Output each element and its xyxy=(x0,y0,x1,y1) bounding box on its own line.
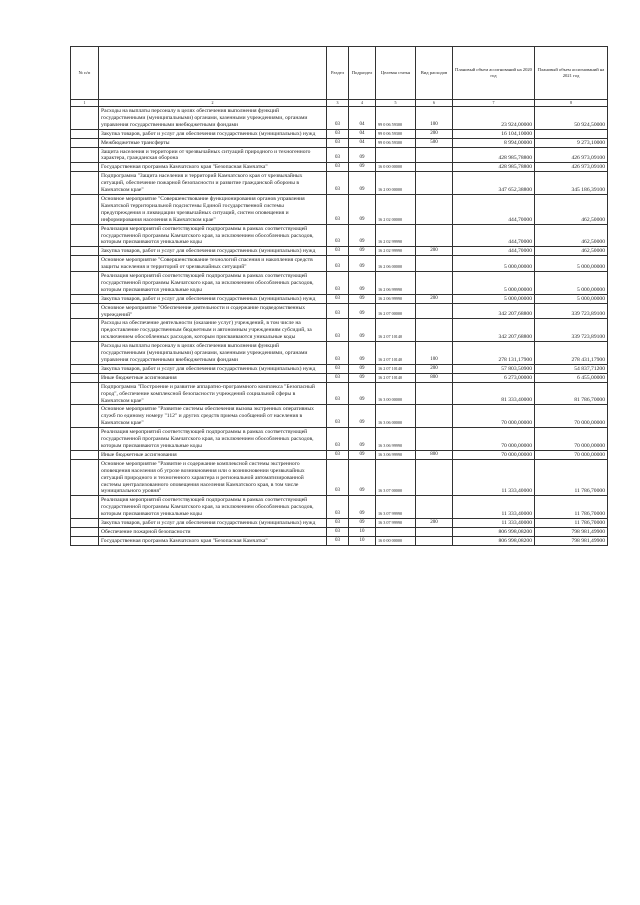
column-number: 1 xyxy=(71,100,99,107)
row-amount-2020: 347 652,38800 xyxy=(453,172,535,195)
column-number: 7 xyxy=(453,100,535,107)
row-amount-2020: 428 985,78800 xyxy=(453,163,535,172)
row-target: 16 3 07 00000 xyxy=(376,459,416,496)
row-target: 16 0 00 00000 xyxy=(376,163,416,172)
num-cell xyxy=(71,319,99,342)
row-name: Закупка товаров, работ и услуг для обеспечения государственных (муниципальных) нужд xyxy=(99,129,327,138)
row-expense-type: 800 xyxy=(416,450,453,459)
row-target: 16 2 07 10140 xyxy=(376,364,416,373)
row-section: 03 xyxy=(327,163,349,172)
col-header-subsection: Подраздел xyxy=(349,47,376,100)
table-row xyxy=(71,107,608,130)
row-section: 03 xyxy=(327,107,349,130)
row-subsection: 09 xyxy=(349,459,376,496)
col-header-section: Раздел xyxy=(327,47,349,100)
column-number: 8 xyxy=(535,100,608,107)
row-section: 03 xyxy=(327,138,349,147)
row-section: 03 xyxy=(327,496,349,519)
row-name: Обеспечение пожарной безопасности xyxy=(99,527,327,536)
row-amount-2021: 70 000,00000 xyxy=(535,405,608,428)
num-cell xyxy=(71,194,99,224)
row-target xyxy=(376,147,416,163)
num-cell xyxy=(71,272,99,295)
row-subsection: 09 xyxy=(349,147,376,163)
table-row xyxy=(71,224,608,247)
row-amount-2021: 798 981,49900 xyxy=(535,536,608,545)
row-amount-2021: 5 000,00000 xyxy=(535,294,608,303)
row-amount-2021: 345 186,39100 xyxy=(535,172,608,195)
row-subsection: 09 xyxy=(349,247,376,256)
row-section: 03 xyxy=(327,147,349,163)
row-expense-type: 200 xyxy=(416,364,453,373)
row-name: Иные бюджетные ассигнования xyxy=(99,373,327,382)
row-target: 16 2 02 99990 xyxy=(376,247,416,256)
row-name: Реализация мероприятий соответствующей подпрограммы в рамках соответствующей государственной программы Камчатского края, за исключением обособленных расходов, которым присваиваются уникальные коды xyxy=(99,428,327,451)
row-amount-2020: 11 333,40000 xyxy=(453,519,535,528)
header-row xyxy=(71,47,608,100)
table-row xyxy=(71,163,608,172)
row-expense-type: 100 xyxy=(416,342,453,365)
num-cell xyxy=(71,373,99,382)
row-section: 03 xyxy=(327,450,349,459)
row-subsection: 09 xyxy=(349,172,376,195)
table-body xyxy=(71,107,608,546)
column-number-row xyxy=(71,100,608,107)
row-section: 03 xyxy=(327,459,349,496)
row-target: 16 2 06 99990 xyxy=(376,294,416,303)
row-expense-type: 200 xyxy=(416,519,453,528)
row-name: Расходы на выплаты персоналу в целях обеспечения выполнения функций государственными (муниципальными) органами, казенными учреждениями, органами управления государственными внебюджетными фондами xyxy=(99,107,327,130)
row-section: 03 xyxy=(327,536,349,545)
row-amount-2021: 426 973,09100 xyxy=(535,163,608,172)
row-subsection: 09 xyxy=(349,450,376,459)
num-cell xyxy=(71,450,99,459)
row-amount-2021: 50 924,50000 xyxy=(535,107,608,130)
row-amount-2021: 798 981,49900 xyxy=(535,527,608,536)
row-subsection: 09 xyxy=(349,382,376,405)
row-section: 03 xyxy=(327,364,349,373)
row-amount-2021: 70 000,00000 xyxy=(535,450,608,459)
table-row xyxy=(71,172,608,195)
row-section: 03 xyxy=(327,172,349,195)
row-section: 03 xyxy=(327,519,349,528)
num-cell xyxy=(71,459,99,496)
row-expense-type xyxy=(416,428,453,451)
row-expense-type xyxy=(416,303,453,319)
row-name: Закупка товаров, работ и услуг для обеспечения государственных (муниципальных) нужд xyxy=(99,364,327,373)
row-target: 16 3 06 00000 xyxy=(376,405,416,428)
column-number: 4 xyxy=(349,100,376,107)
col-header-num: № п/п xyxy=(71,47,99,100)
row-target xyxy=(376,527,416,536)
row-amount-2020: 5 000,00000 xyxy=(453,256,535,272)
budget-table xyxy=(70,46,608,546)
row-amount-2020: 81 333,40000 xyxy=(453,382,535,405)
row-expense-type xyxy=(416,224,453,247)
column-number: 2 xyxy=(99,100,327,107)
row-amount-2020: 57 803,50900 xyxy=(453,364,535,373)
row-section: 03 xyxy=(327,382,349,405)
row-subsection: 09 xyxy=(349,319,376,342)
row-subsection: 04 xyxy=(349,138,376,147)
row-target: 99 0 06 59300 xyxy=(376,138,416,147)
row-amount-2020: 444,70000 xyxy=(453,224,535,247)
num-cell xyxy=(71,294,99,303)
num-cell xyxy=(71,527,99,536)
row-name: Межбюджетные трансферты xyxy=(99,138,327,147)
row-subsection: 09 xyxy=(349,519,376,528)
col-header-amount-2020: Плановый объем ассигнований на 2020 год xyxy=(453,47,535,100)
num-cell xyxy=(71,382,99,405)
row-amount-2020: 70 000,00000 xyxy=(453,405,535,428)
row-target: 16 2 02 99990 xyxy=(376,224,416,247)
col-header-amount-2021: Плановый объем ассигнований на 2021 год xyxy=(535,47,608,100)
row-target: 99 0 06 59300 xyxy=(376,107,416,130)
table-row xyxy=(71,138,608,147)
row-amount-2020: 23 924,00000 xyxy=(453,107,535,130)
row-name: Расходы на обеспечение деятельности (оказание услуг) учреждений, в том числе на предоставление государственным бюджетным и автономным учреждениям субсидий, за исключением обособленных расходов, которым присваиваются уникальные коды xyxy=(99,319,327,342)
row-subsection: 09 xyxy=(349,194,376,224)
row-amount-2021: 9 273,10000 xyxy=(535,138,608,147)
table-row xyxy=(71,519,608,528)
row-expense-type xyxy=(416,382,453,405)
row-subsection: 10 xyxy=(349,527,376,536)
row-subsection: 09 xyxy=(349,428,376,451)
num-cell xyxy=(71,405,99,428)
row-subsection: 09 xyxy=(349,405,376,428)
row-target: 16 2 06 99990 xyxy=(376,272,416,295)
num-cell xyxy=(71,536,99,545)
row-section: 03 xyxy=(327,129,349,138)
row-target: 16 2 07 10140 xyxy=(376,342,416,365)
row-name: Защита населения и территории от чрезвычайных ситуаций природного и техногенного характера, гражданская оборона xyxy=(99,147,327,163)
row-expense-type xyxy=(416,527,453,536)
row-expense-type: 100 xyxy=(416,107,453,130)
row-target: 16 2 07 10140 xyxy=(376,319,416,342)
row-name: Расходы на выплаты персоналу в целях обеспечения выполнения функций государственными (муниципальными) органами, казенными учреждениями, органами управления государственными внебюджетными фондами xyxy=(99,342,327,365)
row-name: Основное мероприятие "Развитие системы обеспечения вызова экстренных оперативных служб по единому номеру "112" и других средств приема сообщений от населения в Камчатском крае" xyxy=(99,405,327,428)
table-row xyxy=(71,527,608,536)
table-row xyxy=(71,459,608,496)
col-header-target: Целевая статья xyxy=(376,47,416,100)
num-cell xyxy=(71,428,99,451)
num-cell xyxy=(71,342,99,365)
row-amount-2020: 278 131,17900 xyxy=(453,342,535,365)
row-expense-type xyxy=(416,172,453,195)
row-amount-2020: 11 333,40000 xyxy=(453,459,535,496)
row-expense-type: 200 xyxy=(416,294,453,303)
row-subsection: 09 xyxy=(349,224,376,247)
row-expense-type: 200 xyxy=(416,129,453,138)
table-row xyxy=(71,272,608,295)
row-amount-2020: 806 998,08200 xyxy=(453,536,535,545)
row-name: Иные бюджетные ассигнования xyxy=(99,450,327,459)
row-expense-type xyxy=(416,256,453,272)
row-name: Государственная программа Камчатского края "Безопасная Камчатка" xyxy=(99,536,327,545)
row-expense-type xyxy=(416,194,453,224)
row-amount-2021: 5 000,00000 xyxy=(535,272,608,295)
row-target: 16 3 06 99990 xyxy=(376,450,416,459)
row-name: Государственная программа Камчатского края "Безопасная Камчатка" xyxy=(99,163,327,172)
row-expense-type: 200 xyxy=(416,247,453,256)
row-amount-2020: 806 998,08200 xyxy=(453,527,535,536)
num-cell xyxy=(71,364,99,373)
table-row xyxy=(71,147,608,163)
row-amount-2021: 5 000,00000 xyxy=(535,256,608,272)
row-name: Основное мероприятие "Совершенствование технологий спасения и накопления средств защиты населения и территорий от чрезвычайных ситуаций" xyxy=(99,256,327,272)
row-section: 03 xyxy=(327,428,349,451)
num-cell xyxy=(71,172,99,195)
row-expense-type xyxy=(416,496,453,519)
row-section: 03 xyxy=(327,224,349,247)
row-target: 16 3 06 99990 xyxy=(376,428,416,451)
row-section: 03 xyxy=(327,527,349,536)
row-amount-2020: 11 333,40000 xyxy=(453,496,535,519)
row-expense-type xyxy=(416,405,453,428)
row-target: 16 2 02 00000 xyxy=(376,194,416,224)
row-subsection: 09 xyxy=(349,272,376,295)
row-name: Основное мероприятие "Развитие и содержание комплексной системы экстренного оповещения населения об угрозе возникновения или о возникновении чрезвычайных ситуаций природного и техногенного характера и региональной автоматизированной системы централизованного оповещения населения Камчатского края, в том числе муниципального уровня" xyxy=(99,459,327,496)
row-section: 03 xyxy=(327,247,349,256)
row-name: Закупка товаров, работ и услуг для обеспечения государственных (муниципальных) нужд xyxy=(99,519,327,528)
row-amount-2020: 70 000,00000 xyxy=(453,450,535,459)
row-amount-2021: 11 786,70000 xyxy=(535,496,608,519)
row-target: 16 2 00 00000 xyxy=(376,172,416,195)
row-target: 16 2 07 00000 xyxy=(376,303,416,319)
row-amount-2020: 342 207,68800 xyxy=(453,319,535,342)
row-subsection: 09 xyxy=(349,364,376,373)
row-section: 03 xyxy=(327,373,349,382)
row-section: 03 xyxy=(327,342,349,365)
row-name: Реализация мероприятий соответствующей подпрограммы в рамках соответствующей государственной программы Камчатского края, за исключением обособленных расходов, которым присваиваются уникальные коды xyxy=(99,224,327,247)
row-name: Основное мероприятие "Обеспечение деятельности и содержание подведомственных учреждений" xyxy=(99,303,327,319)
row-amount-2021: 462,50000 xyxy=(535,224,608,247)
row-amount-2021: 339 723,89100 xyxy=(535,319,608,342)
row-subsection: 09 xyxy=(349,294,376,303)
row-amount-2020: 444,70000 xyxy=(453,194,535,224)
row-section: 03 xyxy=(327,405,349,428)
num-cell xyxy=(71,129,99,138)
row-name: Реализация мероприятий соответствующей подпрограммы в рамках соответствующей государственной программы Камчатского края, за исключением обособленных расходов, которым присваиваются уникальные коды xyxy=(99,272,327,295)
row-target: 16 3 00 00000 xyxy=(376,382,416,405)
row-amount-2020: 6 273,00000 xyxy=(453,373,535,382)
num-cell xyxy=(71,247,99,256)
row-expense-type xyxy=(416,272,453,295)
row-target: 16 2 06 00000 xyxy=(376,256,416,272)
row-amount-2020: 5 000,00000 xyxy=(453,294,535,303)
row-amount-2021: 11 786,70000 xyxy=(535,459,608,496)
table-row xyxy=(71,405,608,428)
row-section: 03 xyxy=(327,303,349,319)
row-amount-2021: 81 786,70000 xyxy=(535,382,608,405)
row-subsection: 09 xyxy=(349,303,376,319)
num-cell xyxy=(71,163,99,172)
table-row xyxy=(71,247,608,256)
num-cell xyxy=(71,519,99,528)
row-subsection: 09 xyxy=(349,496,376,519)
row-amount-2020: 444,70000 xyxy=(453,247,535,256)
row-expense-type: 800 xyxy=(416,373,453,382)
table-row xyxy=(71,428,608,451)
row-subsection: 04 xyxy=(349,107,376,130)
table-row xyxy=(71,319,608,342)
row-expense-type xyxy=(416,459,453,496)
row-expense-type xyxy=(416,147,453,163)
col-header-expense-type: Вид расходов xyxy=(416,47,453,100)
budget-sheet xyxy=(70,46,607,546)
num-cell xyxy=(71,303,99,319)
table-row xyxy=(71,382,608,405)
row-amount-2021: 278 431,17900 xyxy=(535,342,608,365)
row-section: 03 xyxy=(327,319,349,342)
row-amount-2020: 8 994,00000 xyxy=(453,138,535,147)
table-row xyxy=(71,496,608,519)
num-cell xyxy=(71,224,99,247)
row-subsection: 04 xyxy=(349,129,376,138)
row-subsection: 09 xyxy=(349,163,376,172)
row-target: 16 3 07 99990 xyxy=(376,496,416,519)
row-subsection: 09 xyxy=(349,373,376,382)
row-subsection: 09 xyxy=(349,256,376,272)
row-amount-2020: 70 000,00000 xyxy=(453,428,535,451)
row-amount-2021: 339 723,89100 xyxy=(535,303,608,319)
row-amount-2021: 462,50000 xyxy=(535,194,608,224)
row-amount-2020: 16 104,10000 xyxy=(453,129,535,138)
row-target: 16 0 00 00000 xyxy=(376,536,416,545)
table-row xyxy=(71,256,608,272)
row-name: Реализация мероприятий соответствующей подпрограммы в рамках соответствующей государственной программы Камчатского края, за исключением обособленных расходов, которым присваиваются уникальные коды xyxy=(99,496,327,519)
row-expense-type: 500 xyxy=(416,138,453,147)
column-number: 3 xyxy=(327,100,349,107)
row-section: 03 xyxy=(327,294,349,303)
row-amount-2020: 342 207,68800 xyxy=(453,303,535,319)
table-row xyxy=(71,373,608,382)
row-section: 03 xyxy=(327,194,349,224)
table-row xyxy=(71,450,608,459)
num-cell xyxy=(71,147,99,163)
row-name: Основное мероприятие "Совершенствование функционирования органов управления Камчатской территориальной подсистемы Единой государственной системы предупреждения и ликвидации чрезвычайных ситуаций, систем оповещения и информирования населения в Камчатском крае" xyxy=(99,194,327,224)
row-expense-type xyxy=(416,536,453,545)
table-row xyxy=(71,364,608,373)
row-name: Закупка товаров, работ и услуг для обеспечения государственных (муниципальных) нужд xyxy=(99,247,327,256)
row-name: Подпрограмма "Построение и развитие аппаратно-программного комплекса "Безопасный город", обеспечение комплексной безопасности учреждений социальной сферы в Камчатском крае" xyxy=(99,382,327,405)
row-amount-2021: 426 973,09100 xyxy=(535,147,608,163)
row-amount-2021: 11 786,70000 xyxy=(535,519,608,528)
row-amount-2021: 54 837,71200 xyxy=(535,364,608,373)
column-number: 5 xyxy=(376,100,416,107)
row-target: 99 0 06 59300 xyxy=(376,129,416,138)
col-header-name xyxy=(99,47,327,100)
table-row xyxy=(71,129,608,138)
row-amount-2021: 6 455,00000 xyxy=(535,373,608,382)
row-section: 03 xyxy=(327,256,349,272)
row-target: 16 2 07 10140 xyxy=(376,373,416,382)
num-cell xyxy=(71,138,99,147)
table-row xyxy=(71,194,608,224)
row-name: Закупка товаров, работ и услуг для обеспечения государственных (муниципальных) нужд xyxy=(99,294,327,303)
table-row xyxy=(71,303,608,319)
row-target: 16 3 07 99990 xyxy=(376,519,416,528)
row-expense-type xyxy=(416,319,453,342)
num-cell xyxy=(71,256,99,272)
row-subsection: 10 xyxy=(349,536,376,545)
row-amount-2020: 428 985,78800 xyxy=(453,147,535,163)
row-amount-2021 xyxy=(535,129,608,138)
num-cell xyxy=(71,496,99,519)
num-cell xyxy=(71,107,99,130)
table-row xyxy=(71,342,608,365)
row-amount-2020: 5 000,00000 xyxy=(453,272,535,295)
row-subsection: 09 xyxy=(349,342,376,365)
column-number: 6 xyxy=(416,100,453,107)
table-row xyxy=(71,536,608,545)
row-section: 03 xyxy=(327,272,349,295)
row-expense-type xyxy=(416,163,453,172)
table-row xyxy=(71,294,608,303)
row-amount-2021: 462,50000 xyxy=(535,247,608,256)
row-amount-2021: 70 000,00000 xyxy=(535,428,608,451)
row-name: Подпрограмма "Защита населения и территорий Камчатского края от чрезвычайных ситуаций, обеспечение пожарной безопасности и развитие гражданской обороны в Камчатском крае" xyxy=(99,172,327,195)
